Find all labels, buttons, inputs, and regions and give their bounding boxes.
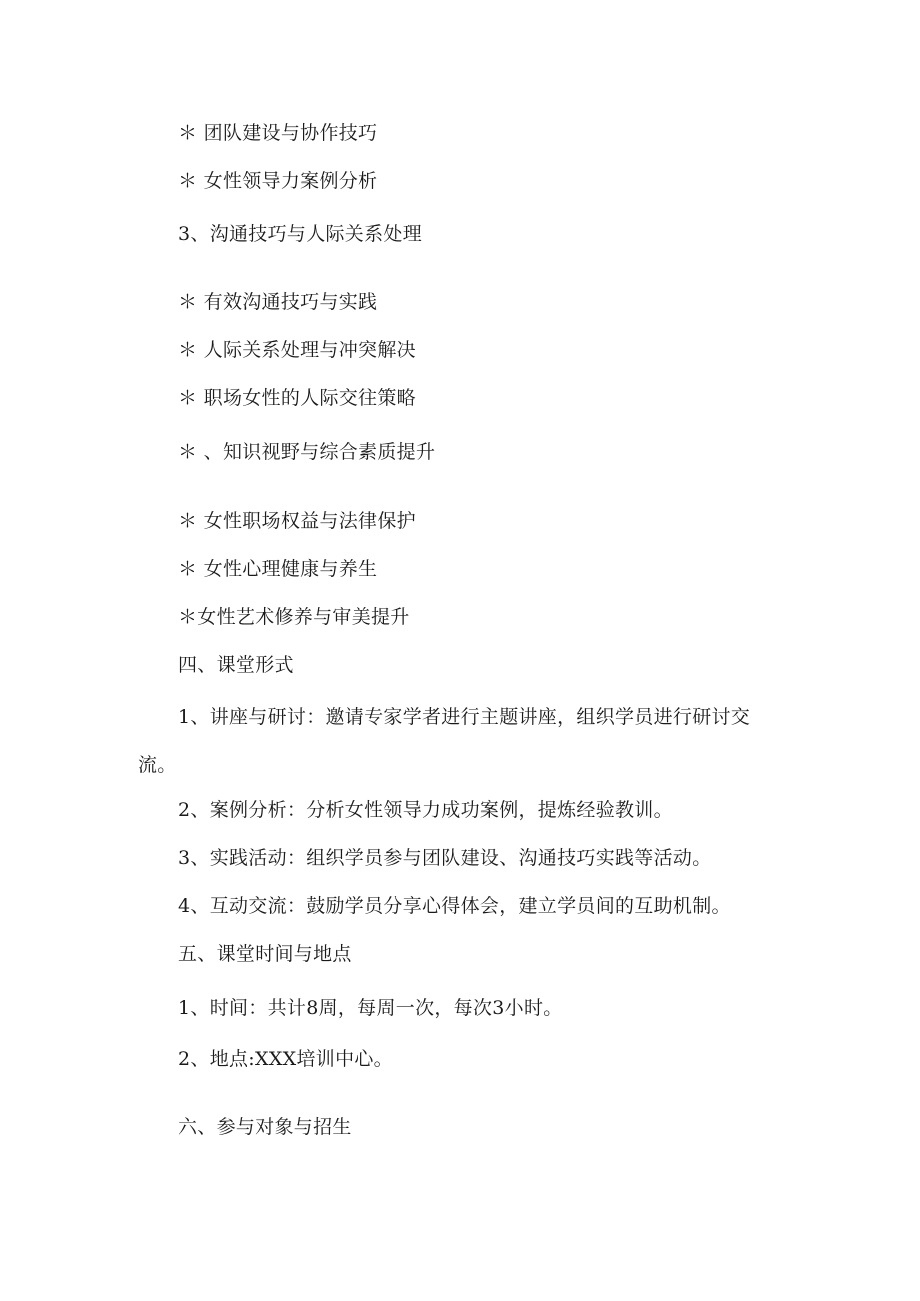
- section-heading-participants: 六、参与对象与招生: [178, 1116, 352, 1138]
- section-heading-communication: 3、沟通技巧与人际关系处理: [178, 223, 422, 245]
- paragraph-time: 1、时间：共计8周，每周一次，每次3小时。: [178, 997, 563, 1019]
- bullet-item-leadership-cases: ＊ 女性领导力案例分析: [178, 170, 378, 192]
- paragraph-case-analysis: 2、案例分析：分析女性领导力成功案例，提炼经验教训。: [178, 799, 673, 821]
- bullet-item-knowledge-vision: ＊ 、知识视野与综合素质提升: [178, 441, 436, 463]
- bullet-item-social-strategy: ＊ 职场女性的人际交往策略: [178, 387, 416, 409]
- paragraph-lecture-seminar: 1、讲座与研讨：邀请专家学者进行主题讲座，组织学员进行研讨交: [178, 706, 751, 728]
- paragraph-practice-activities: 3、实践活动：组织学员参与团队建设、沟通技巧实践等活动。: [178, 847, 712, 869]
- bullet-item-legal-protection: ＊ 女性职场权益与法律保护: [178, 510, 416, 532]
- paragraph-lecture-seminar-continued: 流。: [138, 754, 177, 776]
- paragraph-interactive-exchange: 4、互动交流：鼓励学员分享心得体会，建立学员间的互助机制。: [178, 895, 731, 917]
- bullet-item-art-aesthetics: ＊女性艺术修养与审美提升: [178, 606, 410, 628]
- section-heading-time-location: 五、课堂时间与地点: [178, 943, 352, 965]
- bullet-item-mental-health: ＊ 女性心理健康与养生: [178, 558, 378, 580]
- bullet-item-conflict-resolution: ＊ 人际关系处理与冲突解决: [178, 339, 416, 361]
- bullet-item-effective-communication: ＊ 有效沟通技巧与实践: [178, 291, 378, 313]
- section-heading-class-format: 四、课堂形式: [178, 654, 294, 676]
- bullet-item-team-building: ＊ 团队建设与协作技巧: [178, 122, 378, 144]
- paragraph-location: 2、地点:XXX培训中心。: [178, 1048, 393, 1070]
